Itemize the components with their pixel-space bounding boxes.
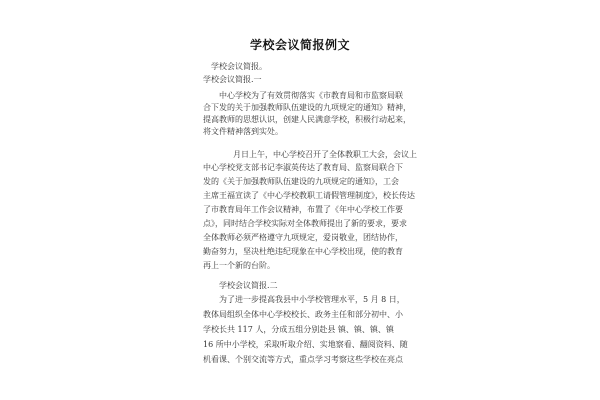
section-heading: 学校会议简报.二 bbox=[219, 281, 278, 290]
paragraph-line: 16 所中小学校，采取听取介绍、实地察看、翻阅资料、随 bbox=[203, 340, 408, 349]
paragraph-line: 了市教育局年工作会议精神，布置了《年中心学校工作要 bbox=[203, 205, 403, 214]
paragraph-line: 中心学校党支部书记李淑英传达了教育局、监察局联合下 bbox=[203, 163, 403, 172]
paragraph-line: 合下发的关于加强教师队伍建设的九项规定的通知》精神， bbox=[203, 103, 411, 112]
paragraph-line: 再上一个新的台阶。 bbox=[203, 261, 275, 270]
paragraph-line: 为了进一步提高我县中小学校管理水平，5 月 8 日， bbox=[219, 295, 405, 304]
paragraph-line: 点》，同时结合学校实际对全体教师提出了新的要求，要求 bbox=[203, 219, 407, 228]
paragraph-line: 中心学校为了有效贯彻落实《市教育局和市监察局联 bbox=[219, 91, 403, 100]
paragraph-line: 提高教师的思想认识，创建人民满意学校，积极行动起来， bbox=[203, 115, 411, 124]
paragraph-line: 教体局组织全体中心学校校长、政务主任和部分初中、小 bbox=[203, 310, 403, 319]
paragraph-line: 月日上午，中心学校召开了全体教职工大会，会议上 bbox=[233, 150, 417, 159]
paragraph-line: 发的《关于加强教师队伍建设的九项规定的通知》，工会 bbox=[203, 177, 399, 186]
paragraph-line: 主席王福宣读了《中心学校教职工请假管理制度》，校长传达 bbox=[203, 191, 415, 200]
paragraph-line: 将文件精神落到实处。 bbox=[203, 127, 283, 136]
paragraph-line: 学校会议简报。 bbox=[211, 62, 267, 71]
paragraph-line: 机看课、个别交流等方式，重点学习考察这些学校在亮点 bbox=[203, 355, 403, 364]
paragraph-line: 学校长共 117 人，分成五组分别赴县 镇、镇、镇、镇 bbox=[203, 325, 394, 334]
section-heading: 学校会议简报.一 bbox=[203, 75, 262, 84]
paragraph-line: 勤奋努力，坚决杜绝违纪现象在中心学校出现，使的教育 bbox=[203, 247, 403, 256]
paragraph-line: 全体教师必须严格遵守九项规定，爱岗敬业，团结协作， bbox=[203, 233, 403, 242]
document-title: 学校会议简报例文 bbox=[249, 38, 350, 52]
